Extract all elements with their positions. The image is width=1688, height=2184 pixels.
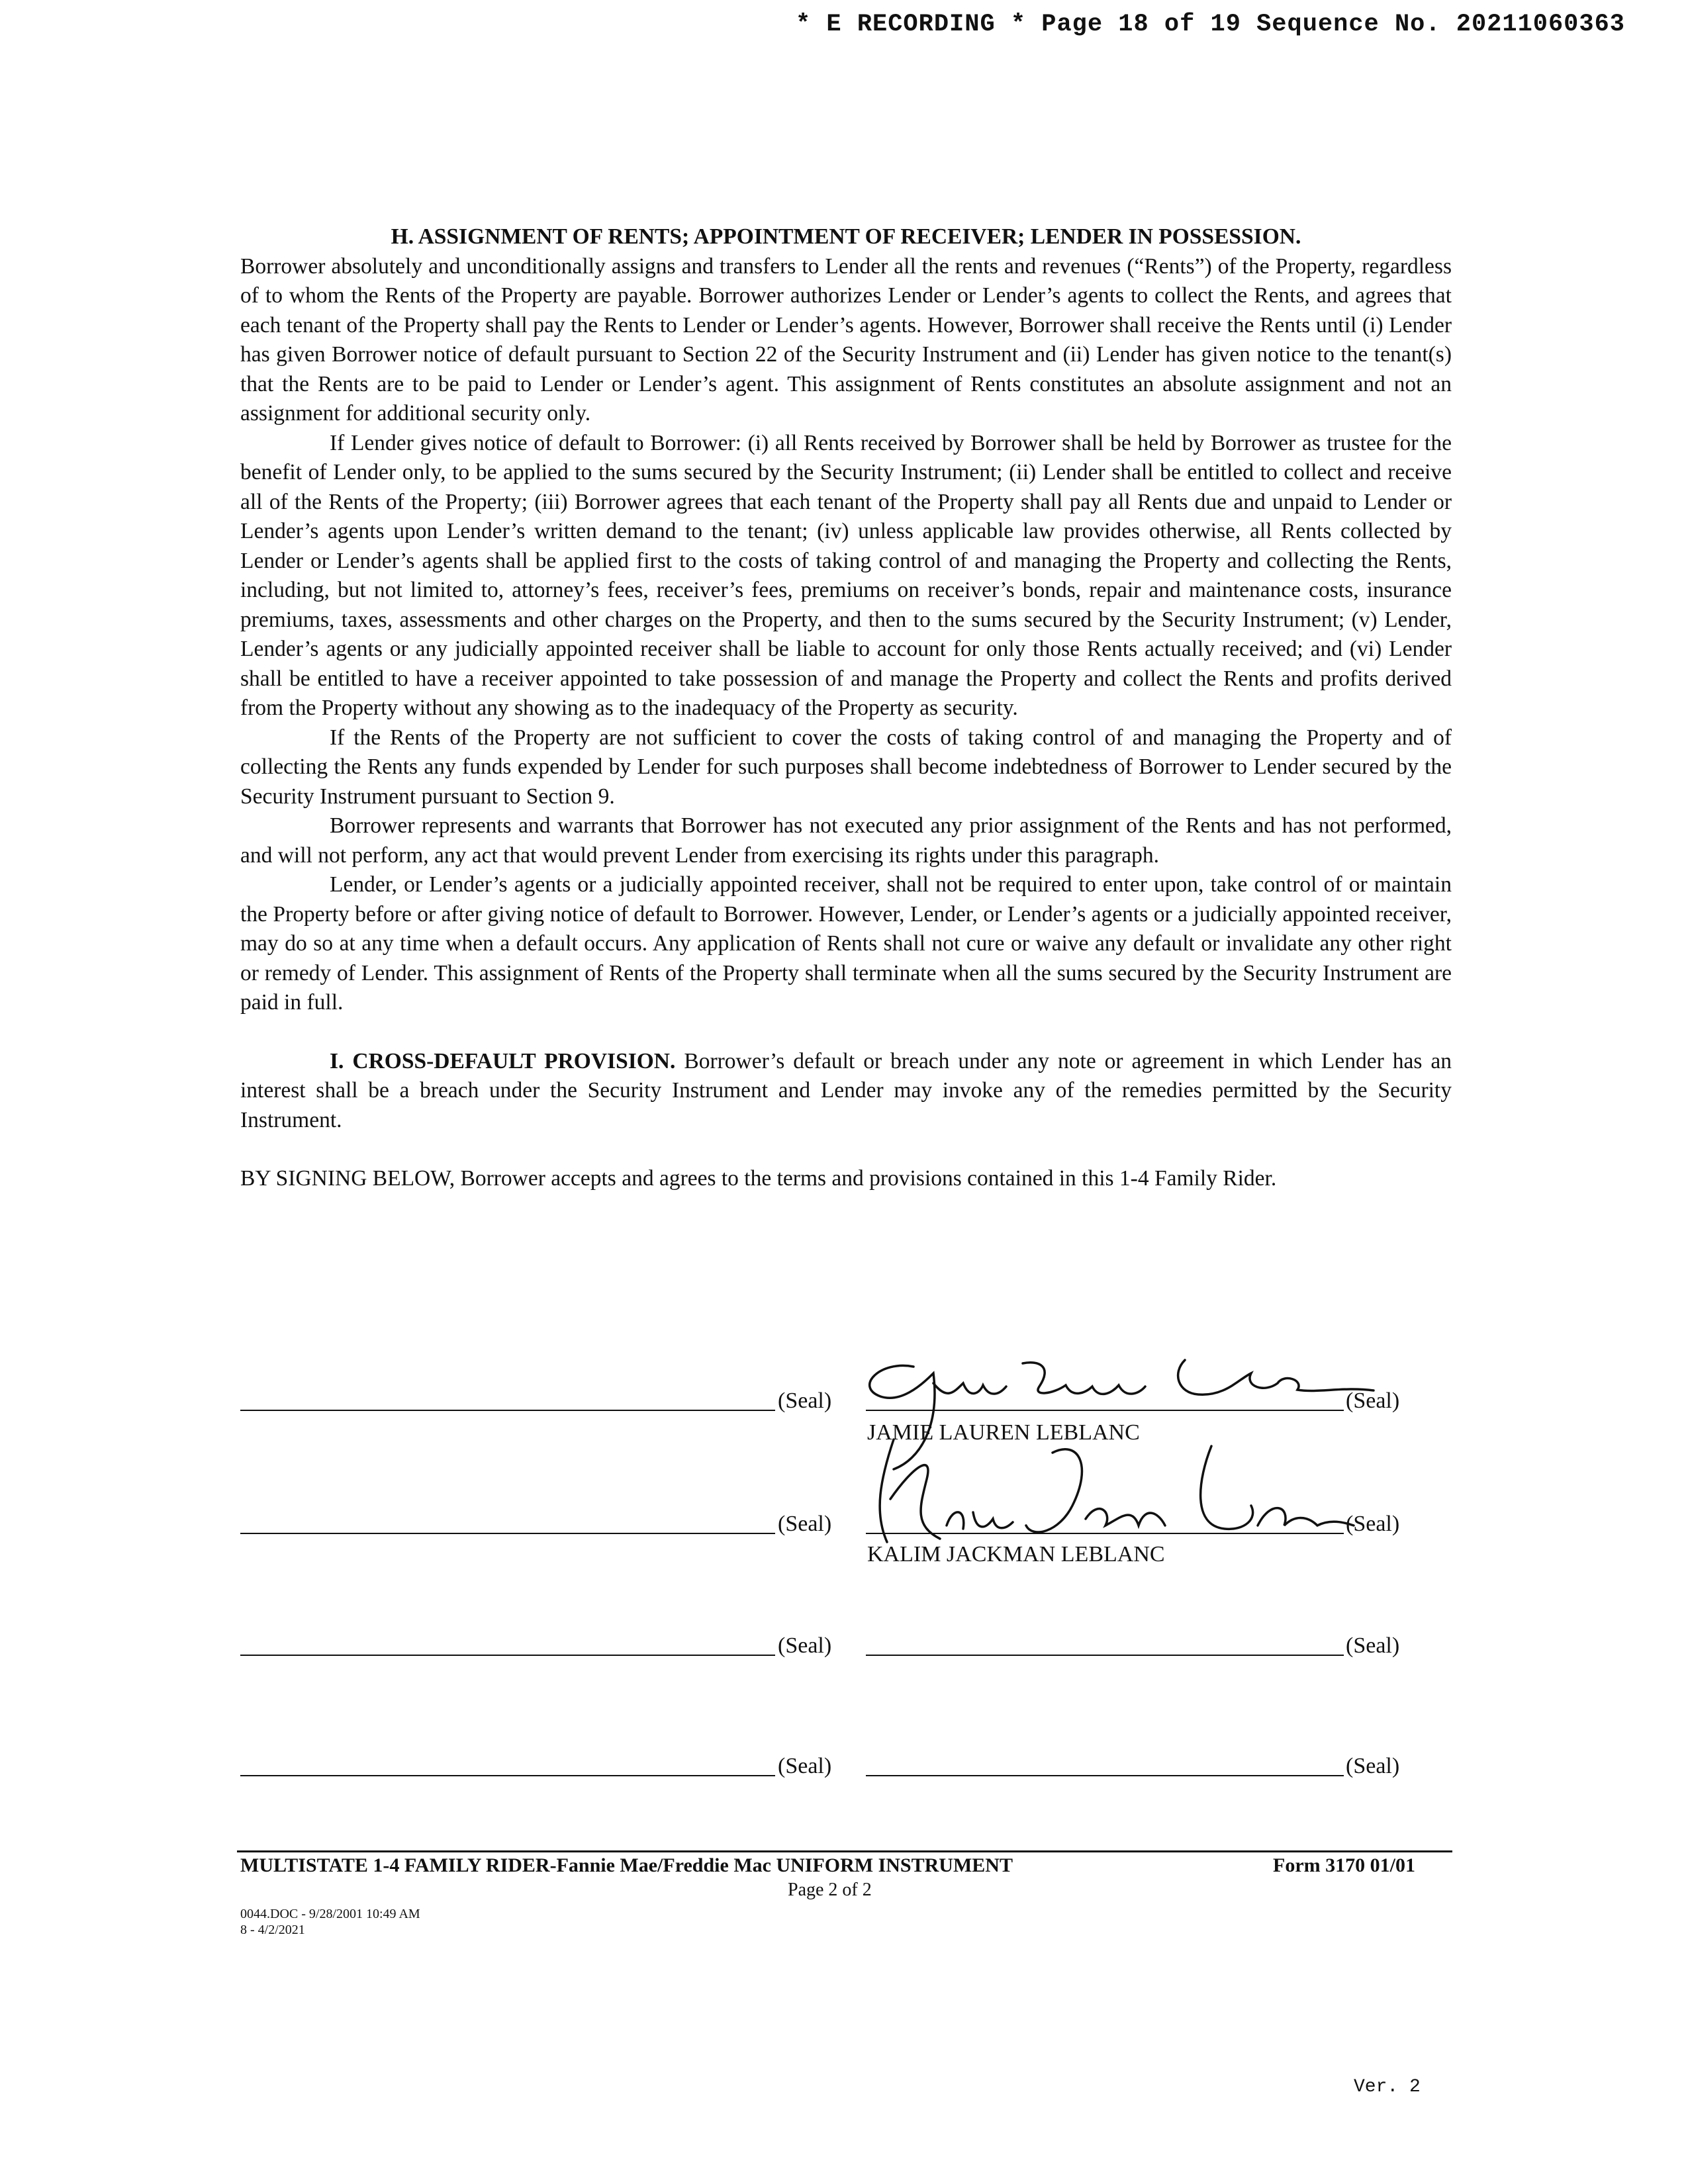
section-h-heading: H. ASSIGNMENT OF RENTS; APPOINTMENT OF RECEIVER; LENDER IN POSSESSION. [391,224,1301,249]
section-i-text: Borrower’s default or breach under any note or agreement in which Lender has an interest shall be a breach under the Security Instrument and Lender may invoke any of the remedies permitted by the Security Instrument. [240,1048,1452,1132]
section-h-paragraph-1: Borrower absolutely and unconditionally assigns and transfers to Lender all the rents and revenues (“Rents”) of the Property, regardless of to whom the Rents of the Property are payable. Borrower authorizes Lender or Lender’s agents to collect the Rents, and agrees that each tenant of the Property shall pay the Rents to Lender or Lender’s agents. However, Borrower shall receive the Rents until (i) Lender has given Borrower notice of default pursuant to Section 22 of the Security Instrument and (ii) Lender has given notice to the tenant(s) that the Rents are to be paid to Lender or Lender’s agent. This assignment of Rents constitutes an absolute assignment and not an assignment for additional security only. [240,253,1452,426]
seal-label: (Seal) [1346,1754,1400,1778]
signature-line-right[interactable] [866,1775,1344,1776]
seal-label: (Seal) [778,1633,832,1658]
seal-label: (Seal) [778,1388,832,1413]
section-h-paragraph-3: If the Rents of the Property are not sufficient to cover the costs of taking control of and managing the Property and of collecting the Rents any funds expended by Lender for such purposes shall become indebtedness of Borrower to Lender secured by the Security Instrument pursuant to Section 9. [240,725,1452,809]
signature-row-3 [240,1628,1452,1668]
signer-name-1: JAMIE LAUREN LEBLANC [867,1420,1140,1445]
page-label: Page 2 of 2 [788,1880,872,1900]
section-i-paragraph [240,1047,1452,1136]
section-h-paragraph-4: Borrower represents and warrants that Borrower has not executed any prior assignment of the Rents and has not performed, and will not perform, any act that would prevent Lender from exercising its rights under this paragraph. [240,813,1452,868]
signing-statement: BY SIGNING BELOW, Borrower accepts and agrees to the terms and provisions contained in this 1-4 Family Rider. [240,1166,1277,1191]
seal-label: (Seal) [1346,1633,1400,1658]
document-body [240,222,1452,1194]
date-stamp: 8 - 4/2/2021 [240,1923,305,1937]
signature-line-left[interactable] [240,1655,775,1656]
seal-label: (Seal) [1346,1512,1400,1536]
recording-header: * E RECORDING * Page 18 of 19 Sequence No. 20211060363 [796,11,1625,38]
signature-row-4 [240,1749,1452,1788]
footer-rule [237,1850,1452,1852]
signature-kalim [854,1426,1357,1552]
signature-line-left[interactable] [240,1533,775,1534]
seal-label: (Seal) [778,1754,832,1778]
signature-line-left[interactable] [240,1775,775,1776]
version-label: Ver. 2 [1354,2077,1421,2097]
seal-label: (Seal) [778,1512,832,1536]
section-h-paragraph-5: Lender, or Lender’s agents or a judicially appointed receiver, shall not be required to enter upon, take control of or maintain the Property before or after giving notice of default to Borrower. However, Lender, or Lender’s agents or a judicially appointed receiver, may do so at any time when a default occurs. Any application of Rents shall not cure or waive any default or invalidate any other right or remedy of Lender. This assignment of Rents of the Property shall terminate when all the sums secured by the Security Instrument are paid in full. [240,872,1452,1015]
signature-line-right[interactable] [866,1655,1344,1656]
doc-stamp: 0044.DOC - 9/28/2001 10:49 AM [240,1907,420,1921]
section-i-heading: I. CROSS-DEFAULT PROVISION. [330,1048,676,1073]
seal-label: (Seal) [1346,1388,1400,1413]
signer-name-2: KALIM JACKMAN LEBLANC [867,1542,1165,1567]
section-h-paragraph-2: If Lender gives notice of default to Borrower: (i) all Rents received by Borrower shall be held by Borrower as trustee for the benefit of Lender only, to be applied to the sums secured by the Security Instrument; (ii) Lender shall be entitled to collect and receive all of the Rents of the Property; (iii) Borrower agrees that each tenant of the Property shall pay all Rents due and unpaid to Lender or Lender’s agents upon Lender’s written demand to the tenant; (iv) unless applicable law provides otherwise, all Rents collected by Lender or Lender’s agents shall be applied first to the costs of taking control of and managing the Property and collecting the Rents, including, but not limited to, attorney’s fees, receiver’s fees, premiums on receiver’s bonds, repair and maintenance costs, insurance premiums, taxes, assessments and other charges on the Property, and then to the sums secured by the Security Instrument; (v) Lender, Lender’s agents or any judicially appointed receiver shall be liable to account for only those Rents actually received; and (vi) Lender shall be entitled to have a receiver appointed to take possession of and manage the Property and collect the Rents and profits derived from the Property without any showing as to the inadequacy of the Property as security. [240,430,1452,720]
form-title: MULTISTATE 1-4 FAMILY RIDER-Fannie Mae/Freddie Mac UNIFORM INSTRUMENT [240,1854,1013,1876]
signature-line-left[interactable] [240,1410,775,1411]
form-number: Form 3170 01/01 [1273,1854,1415,1876]
